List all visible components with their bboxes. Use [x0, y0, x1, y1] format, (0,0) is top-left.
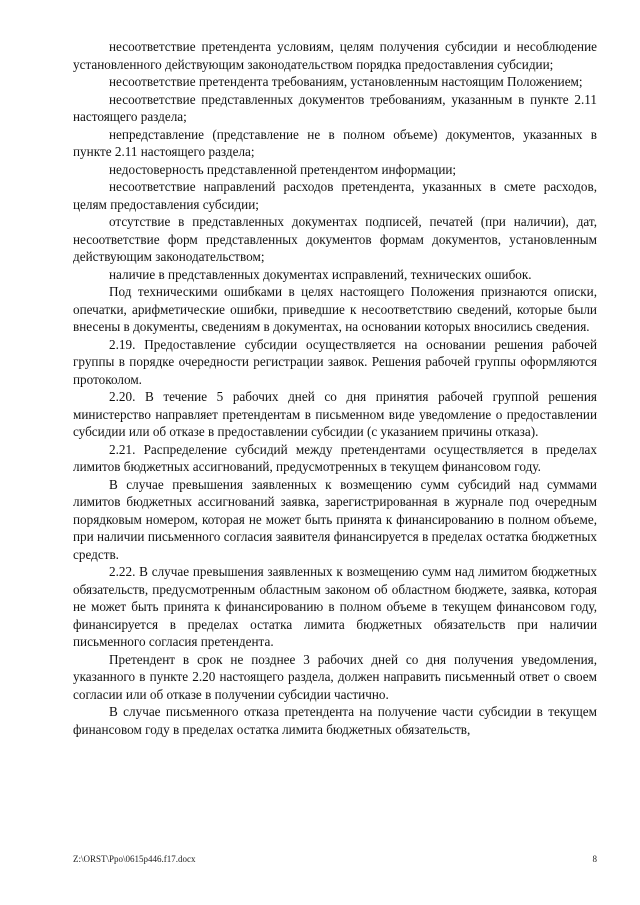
paragraph-5: недостоверность представленной претендентом информации;	[109, 161, 457, 177]
paragraph-12: 2.21. Распределение субсидий между претендентами осуществляется в пределах лимитов бюджетных ассигнований, предусмотренных в текущем финансовом году.	[73, 441, 597, 474]
paragraph-3: несоответствие представленных документов требованиям, указанным в пункте 2.11 настоящего раздела;	[73, 91, 597, 124]
paragraph-7: отсутствие в представленных документах подписей, печатей (при наличии), дат, несоответствие форм представленных документов формам документов, установленным действующим законодательством;	[73, 214, 597, 264]
paragraph-10: 2.19. Предоставление субсидии осуществляется на основании решения рабочей группы в порядке очередности регистрации заявок. Решения рабочей группы оформляются протоколом.	[73, 336, 597, 387]
paragraph-16: В случае письменного отказа претендента на получение части субсидии в текущем финансовом году в пределах остатка лимита бюджетных обязательств,	[73, 704, 597, 737]
footer-file-path: Z:\ORST\Ppo\0615p446.f17.docx	[73, 854, 196, 864]
paragraph-2: несоответствие претендента требованиям, установленным настоящим Положением;	[109, 74, 583, 89]
document-page	[73, 38, 597, 738]
paragraph-14: 2.22. В случае превышения заявленных к возмещению сумм над лимитом бюджетных обязательств, предусмотренным областным законом об областном бюджете, заявка, которая не может быть принята к финансированию в полном объеме в текущем финансовом году, финансируется в пределах остатка лимита бюджетных обязательств при наличии письменного согласия претендента.	[73, 564, 597, 649]
paragraph-4: непредставление (представление не в полном объеме) документов, указанных в пункте 2.11 настоящего раздела;	[73, 126, 597, 159]
paragraph-1: несоответствие претендента условиям, целям получения субсидии и несоблюдение установленного действующим законодательством порядка предоставления субсидии;	[73, 39, 597, 72]
page-footer	[73, 854, 597, 864]
paragraph-9: Под техническими ошибками в целях настоящего Положения признаются описки, опечатки, арифметические ошибки, приведшие к несоответствию сведений, которые были внесены в документы, сведениям в документах, на основании которых вносились сведения.	[73, 284, 597, 334]
page-number: 8	[592, 854, 597, 864]
paragraph-15: Претендент в срок не позднее 3 рабочих дней со дня получения уведомления, указанного в пункте 2.20 настоящего раздела, должен направить письменный ответ о своем согласии или об отказе в получении субсидии частично.	[73, 651, 597, 702]
paragraph-8: наличие в представленных документах исправлений, технических ошибок.	[109, 266, 532, 282]
paragraph-6: несоответствие направлений расходов претендента, указанных в смете расходов, целям предоставления субсидии;	[73, 179, 597, 212]
paragraph-13: В случае превышения заявленных к возмещению сумм субсидий над суммами лимитов бюджетных ассигнований заявка, зарегистрированная в журнале под очередным порядковым номером, которая не может быть принята к финансированию в полном объеме, при наличии письменного согласия заявителя финансируется в пределах остатка бюджетных средств.	[73, 476, 597, 562]
paragraph-11: 2.20. В течение 5 рабочих дней со дня принятия рабочей группой решения министерство направляет претендентам в письменном виде уведомление о предоставлении субсидии или об отказе в предоставлении субсидии (с указанием причины отказа).	[73, 389, 597, 439]
